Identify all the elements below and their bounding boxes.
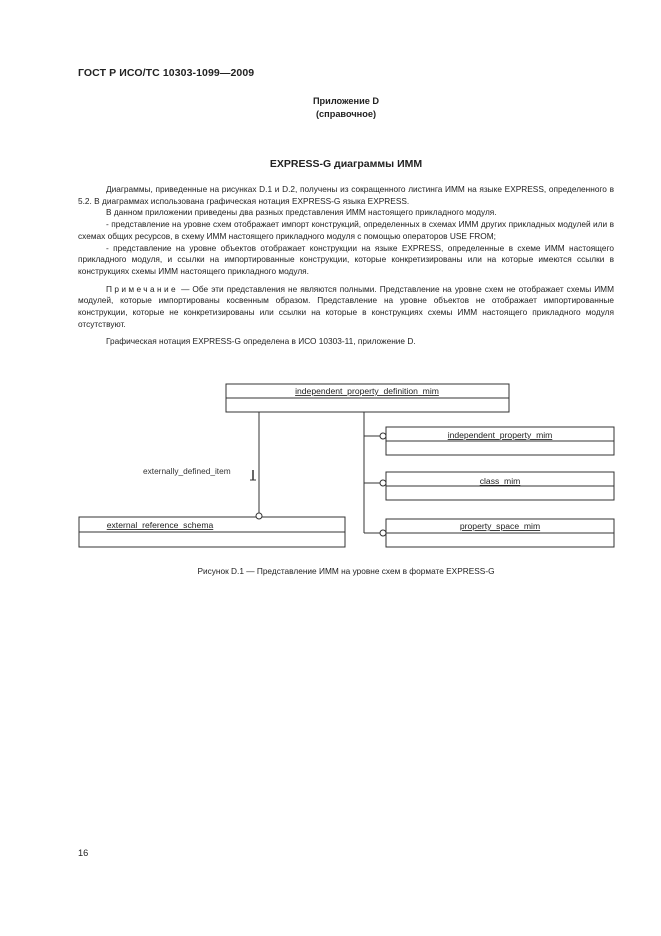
section-title: EXPRESS-G диаграммы ИММ xyxy=(269,158,423,170)
label-ipm-schema: independent_property_mim xyxy=(447,430,553,440)
label-top-schema: independent_property_definition_mim xyxy=(295,386,439,396)
connector-circle-ipm xyxy=(380,433,386,439)
connector-circle-ext xyxy=(256,513,262,519)
paragraph-5: Графическая нотация EXPRESS-G определена в ИСО 10303-11, приложение D. xyxy=(106,336,416,347)
note-label: Примечание xyxy=(106,283,179,294)
annex-type: (справочное) xyxy=(315,109,376,119)
paragraph-4: - представление на уровне объектов отображает конструкции на языке EXPRESS, определенные в схеме ИММ настоящего прикладного модуля, и ссылки на импортированные конструкции, которые конкретизированы или на которые имеются ссылки в конструкциях схемы ИММ настоящего прикладного модуля. xyxy=(78,242,614,276)
connector-circle-space xyxy=(380,530,386,536)
page-number: 16 xyxy=(78,848,89,858)
annex-label: Приложение D xyxy=(312,96,380,106)
label-ext-schema: external_reference_schema xyxy=(106,520,214,530)
label-class-schema: class_mim xyxy=(479,476,521,486)
figure-caption: Рисунок D.1 — Представление ИММ на уровне схем в формате EXPRESS-G xyxy=(197,566,495,576)
connector-circle-class xyxy=(380,480,386,486)
paragraph-3: - представление на уровне схем отображает импорт конструкций, определенных в схемах ИММ других прикладных модулей или в схемах общих ресурсов, в схему ИММ настоящего прикладного модуля с помощью операторов USE FROM; xyxy=(78,219,614,241)
label-space-schema: property_space_mim xyxy=(459,521,541,531)
label-reference: externally_defined_item xyxy=(143,466,231,476)
note-text: — Обе эти представления не являются полными. Представление на уровне схем не отображает схемы ИММ модулей, которые импортированы косвенным образом. Представление на уровне объектов не отображает импортированные конструкции, которые не конкретизированы или ссылки на которые в конструкциях схемы ИММ настоящего прикладного модуля отсутствуют. xyxy=(78,283,614,329)
paragraph-1: Диаграммы, приведенные на рисунках D.1 и D.2, получены из сокращенного листинга ИММ на языке EXPRESS, определенного в 5.2. В диаграммах использована графическая нотация EXPRESS-G языка EXPRESS. xyxy=(78,184,614,206)
standard-header: ГОСТ Р ИСО/ТС 10303-1099—2009 xyxy=(78,67,255,79)
paragraph-2: В данном приложении приведены два разных представления ИММ настоящего прикладного модуля. xyxy=(106,207,497,218)
